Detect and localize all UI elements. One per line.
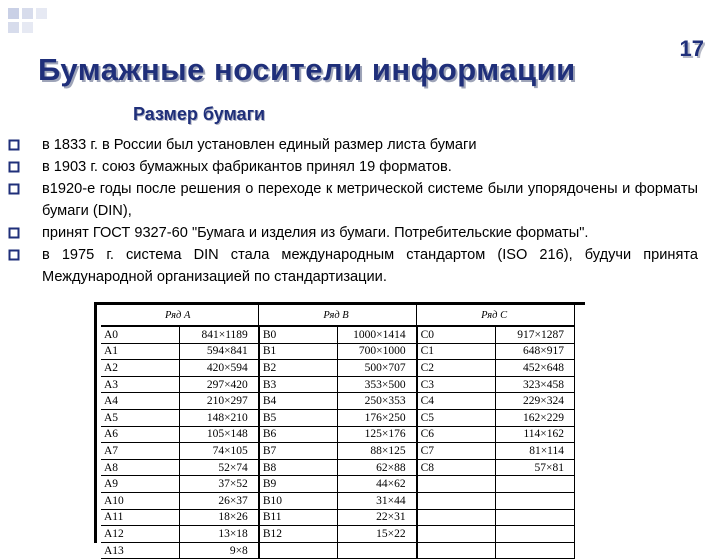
- table-row: [101, 343, 575, 360]
- series-a-code-cell: A8: [101, 459, 180, 476]
- series-c-code-cell: [417, 492, 496, 509]
- series-a-code-cell: A1: [101, 343, 180, 360]
- header-series-b: Ряд B: [259, 305, 417, 326]
- series-c-code-cell: C3: [417, 376, 496, 393]
- series-a-size-cell: 594×841: [180, 343, 259, 360]
- table-row: [101, 409, 575, 426]
- table-row: [101, 326, 575, 343]
- series-b-code-cell: B6: [259, 426, 338, 443]
- series-a-code-cell: A3: [101, 376, 180, 393]
- series-a-code-cell: A11: [101, 509, 180, 526]
- checkbox-bullet-icon: [8, 183, 20, 195]
- series-a-code-cell: A2: [101, 360, 180, 377]
- series-c-code-cell: C4: [417, 393, 496, 410]
- bullet-item: [6, 222, 698, 244]
- series-b-code-cell: B0: [259, 326, 338, 343]
- bullet-list: [6, 134, 698, 288]
- bullet-text: в 1975 г. система DIN стала международным стандартом (ISO 216), будучи принята Международной организацией по стандартизации.: [42, 247, 698, 285]
- series-a-code-cell: A5: [101, 409, 180, 426]
- series-c-code-cell: C8: [417, 459, 496, 476]
- series-c-code-cell: [417, 509, 496, 526]
- series-a-size-cell: 420×594: [180, 360, 259, 377]
- series-b-size-cell: 176×250: [338, 409, 417, 426]
- series-a-size-cell: 841×1189: [180, 326, 259, 343]
- series-a-code-cell: A12: [101, 526, 180, 543]
- series-c-size-cell: 452×648: [496, 360, 575, 377]
- table-row: [101, 426, 575, 443]
- table-row: [101, 526, 575, 543]
- series-c-code-cell: [417, 526, 496, 543]
- table-row: [101, 492, 575, 509]
- series-c-code-cell: [417, 542, 496, 559]
- series-a-code-cell: A7: [101, 443, 180, 460]
- series-a-size-cell: 297×420: [180, 376, 259, 393]
- series-c-code-cell: [417, 476, 496, 493]
- series-c-size-cell: [496, 476, 575, 493]
- bullet-text: в1920-е годы после решения о переходе к метрической системе были упорядочены и форматы бумаги (DIN),: [42, 181, 698, 219]
- series-a-code-cell: A4: [101, 393, 180, 410]
- series-b-size-cell: 700×1000: [338, 343, 417, 360]
- table-row: [101, 393, 575, 410]
- series-c-size-cell: 57×81: [496, 459, 575, 476]
- series-c-code-cell: C6: [417, 426, 496, 443]
- series-b-code-cell: B11: [259, 509, 338, 526]
- series-b-code-cell: B3: [259, 376, 338, 393]
- series-c-code-cell: C2: [417, 360, 496, 377]
- series-a-size-cell: 13×18: [180, 526, 259, 543]
- series-b-size-cell: 62×88: [338, 459, 417, 476]
- series-a-size-cell: 74×105: [180, 443, 259, 460]
- series-c-size-cell: 917×1287: [496, 326, 575, 343]
- series-b-size-cell: 353×500: [338, 376, 417, 393]
- checkbox-bullet-icon: [8, 227, 20, 239]
- series-c-code-cell: C7: [417, 443, 496, 460]
- bullet-item: [6, 244, 698, 288]
- bullet-text: в 1903 г. союз бумажных фабрикантов принял 19 форматов.: [42, 159, 452, 175]
- table-row: [101, 443, 575, 460]
- table-row: [101, 509, 575, 526]
- series-c-size-cell: 323×458: [496, 376, 575, 393]
- series-a-size-cell: 18×26: [180, 509, 259, 526]
- series-a-code-cell: A10: [101, 492, 180, 509]
- checkbox-bullet-icon: [8, 249, 20, 261]
- series-b-size-cell: 15×22: [338, 526, 417, 543]
- paper-formats-table-image: [94, 302, 585, 557]
- series-c-size-cell: 114×162: [496, 426, 575, 443]
- series-a-size-cell: 105×148: [180, 426, 259, 443]
- section-subtitle: Размер бумаги: [133, 104, 266, 124]
- bullet-item: [6, 178, 698, 222]
- series-b-size-cell: 500×707: [338, 360, 417, 377]
- series-b-code-cell: B10: [259, 492, 338, 509]
- bullet-item: [6, 134, 698, 156]
- header-series-c: Ряд C: [417, 305, 575, 326]
- series-a-size-cell: 148×210: [180, 409, 259, 426]
- series-b-code-cell: B2: [259, 360, 338, 377]
- bullet-text: принят ГОСТ 9327-60 "Бумага и изделия из бумаги. Потребительские форматы".: [42, 225, 589, 241]
- series-a-code-cell: A6: [101, 426, 180, 443]
- table-row: [101, 542, 575, 559]
- bullet-text: в 1833 г. в России был установлен единый размер листа бумаги: [42, 137, 477, 153]
- table-row: [101, 459, 575, 476]
- series-a-code-cell: A9: [101, 476, 180, 493]
- series-b-size-cell: 44×62: [338, 476, 417, 493]
- series-b-code-cell: B9: [259, 476, 338, 493]
- series-b-size-cell: 125×176: [338, 426, 417, 443]
- series-c-code-cell: C0: [417, 326, 496, 343]
- series-c-size-cell: [496, 509, 575, 526]
- series-b-size-cell: 1000×1414: [338, 326, 417, 343]
- series-b-code-cell: B5: [259, 409, 338, 426]
- series-c-size-cell: 81×114: [496, 443, 575, 460]
- table-row: [101, 360, 575, 377]
- series-a-size-cell: 9×8: [180, 542, 259, 559]
- paper-formats-table: [101, 305, 575, 559]
- series-a-size-cell: 37×52: [180, 476, 259, 493]
- series-b-code-cell: B12: [259, 526, 338, 543]
- series-b-code-cell: B1: [259, 343, 338, 360]
- header-series-a: Ряд A: [101, 305, 259, 326]
- slide-title: Бумажные носители информации: [38, 52, 576, 87]
- series-c-code-cell: C5: [417, 409, 496, 426]
- series-c-size-cell: 229×324: [496, 393, 575, 410]
- series-a-code-cell: A13: [101, 542, 180, 559]
- series-b-code-cell: B7: [259, 443, 338, 460]
- table-header-row: [101, 305, 575, 326]
- series-b-size-cell: [338, 542, 417, 559]
- series-c-size-cell: [496, 492, 575, 509]
- series-b-size-cell: 250×353: [338, 393, 417, 410]
- series-c-code-cell: C1: [417, 343, 496, 360]
- bullet-item: [6, 156, 698, 178]
- table-row: [101, 376, 575, 393]
- slide-number: 17: [679, 36, 704, 61]
- series-b-size-cell: 31×44: [338, 492, 417, 509]
- series-a-code-cell: A0: [101, 326, 180, 343]
- checkbox-bullet-icon: [8, 161, 20, 173]
- table-body: [101, 326, 575, 559]
- series-a-size-cell: 52×74: [180, 459, 259, 476]
- series-c-size-cell: 648×917: [496, 343, 575, 360]
- checkbox-bullet-icon: [8, 139, 20, 151]
- series-b-size-cell: 22×31: [338, 509, 417, 526]
- series-c-size-cell: 162×229: [496, 409, 575, 426]
- series-a-size-cell: 26×37: [180, 492, 259, 509]
- series-c-size-cell: [496, 526, 575, 543]
- series-b-size-cell: 88×125: [338, 443, 417, 460]
- series-c-size-cell: [496, 542, 575, 559]
- series-a-size-cell: 210×297: [180, 393, 259, 410]
- series-b-code-cell: B8: [259, 459, 338, 476]
- series-b-code-cell: B4: [259, 393, 338, 410]
- table-row: [101, 476, 575, 493]
- series-b-code-cell: [259, 542, 338, 559]
